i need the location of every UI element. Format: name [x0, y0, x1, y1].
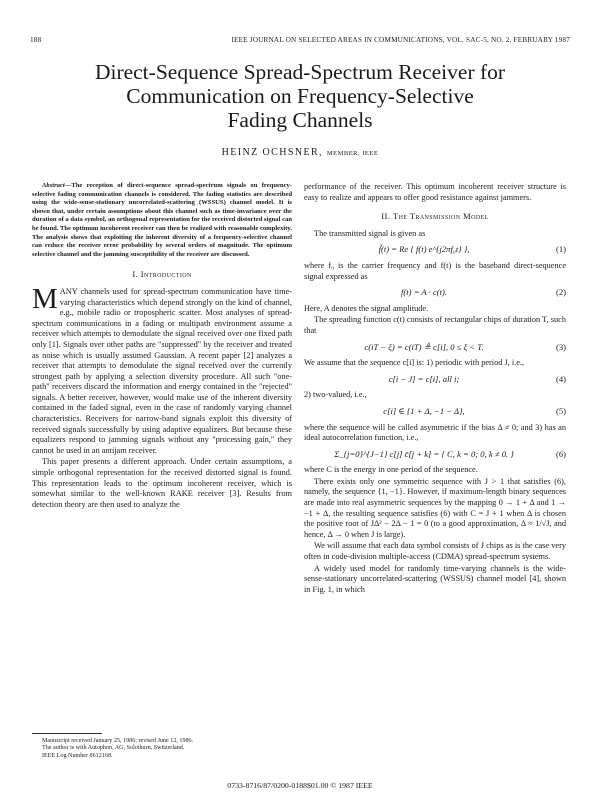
- equation-4: [304, 374, 566, 385]
- right-paragraph-7: where the sequence will be called asymmetric if the bias Δ ≠ 0; and 3) has an ideal autocorrelation function, i.e.,: [304, 422, 566, 443]
- drop-cap: M: [32, 282, 58, 315]
- section-title: Introduction: [140, 269, 192, 280]
- equation-1-body: f̃(t) = Re { f(t) e^{j2πf₀t} },: [378, 244, 470, 255]
- equation-4-body: c[i − J] = c[i], all i;: [388, 373, 460, 384]
- right-paragraph-10: We will assume that each data symbol consists of J chips as is the case very often in code-division multiple-access (CDMA) spread-spectrum systems.: [304, 541, 566, 562]
- footnote-log-number: IEEE Log Number 8612168.: [42, 752, 113, 759]
- right-paragraph-1: The transmitted signal is given as: [314, 228, 426, 238]
- abstract-lead: Abstract: [42, 182, 65, 189]
- equation-3-number: (3): [555, 341, 566, 352]
- equation-2: [304, 287, 566, 298]
- equation-2-body: f(t) = A · c(t).: [400, 287, 448, 298]
- section-title: The Transmission Model: [392, 211, 489, 222]
- footnote-received: Manuscript received January 25, 1986; revised June 12, 1986.: [42, 738, 194, 744]
- abstract-text: —The reception of direct-sequence spread-spectrum signals on frequency-selective fading communication channels is considered. The fading statistics are described using the wide-sense-stationary uncorrelated-scattering (WSSUS) channel model. It is shown that, under certain assumptions about this channel such as time-invariance over the duration of a data symbol, an orthogonal representation for the received distorted signal can be found. The optimum incoherent receiver can then be realized with reasonable complexity. The analysis shows that exploiting the inherent diversity of a frequency-selective channel can reduce the receiver error probability by several orders of magnitude. The optimum selective channel and the jamming susceptibility of the receiver are discussed.: [32, 182, 292, 258]
- right-paragraph-8: where C is the energy in one period of the sequence.: [304, 465, 478, 475]
- right-paragraph-2: where f₀ is the carrier frequency and f(t) is the baseband direct-sequence signal expressed as: [304, 260, 566, 281]
- right-paragraph-6: 2) two-valued, i.e.,: [304, 390, 367, 400]
- footnote: [32, 738, 292, 760]
- intro-paragraph-1-text: ANY channels used for spread-spectrum communication have time-varying characteristics which depend strongly on the kind of channel, e.g., mobile radio or tropospheric scatter. Most analyses of spread-spectrum communications in a fading or multipath environment assume a receiver which attempts to demodulate the signal received over one fixed path only [1]. Signals over other paths are "suppressed" by the receiver and treated as noise which is usually assumed Gaussian. A recent paper [2] analyzes a receiver that attempts to demodulate the signal received over the currently strongest path by applying a selection diversity procedure. All such "one-path" receivers discard the information and energy contained in the "rejected" signals. A better receiver, however, would make use of the inherent diversity contained in the faded signal, even in the case of randomly varying channel characteristics. Receivers for narrow-band signals exploit this diversity of received signals successfully by using adaptive equalizers. But because these equalizers respond to jamming signals without any "processing gain," they cannot be used in an antijam receiver.: [32, 286, 292, 455]
- author-name: HEINZ OCHSNER,: [221, 147, 323, 158]
- right-paragraph-0: performance of the receiver. This optimum incoherent receiver structure is easy to realize and appears to offer good resistance against jammers.: [304, 182, 566, 202]
- paper-title: [60, 60, 540, 132]
- right-paragraph-3: Here, A denotes the signal amplitude.: [304, 303, 429, 313]
- section-heading-transmission-model: [304, 211, 566, 222]
- equation-6-number: (6): [555, 448, 566, 459]
- right-paragraph-4: The spreading function c(t) consists of rectangular chips of duration T, such that: [304, 315, 566, 335]
- page-number: 188: [30, 36, 42, 44]
- footnote-affiliation: The author is with Autophon, AG, Solothurn, Switzerland.: [42, 745, 185, 752]
- right-paragraph-11: A widely used model for randomly time-varying channels is the wide-sense-stationary uncorrelated-scattering (WSSUS) channel model [4], shown in Fig. 1, in which: [304, 563, 566, 594]
- equation-1-number: (1): [555, 244, 566, 255]
- author-grade: MEMBER, IEEE: [326, 150, 379, 157]
- author-line: [0, 147, 600, 158]
- right-paragraph-5: We assume that the sequence c[i] is: 1) periodic with period J, i.e.,: [304, 358, 525, 368]
- abstract: [32, 182, 292, 259]
- section-heading-introduction: [32, 269, 292, 280]
- equation-6-body: Σ_{j=0}^{J−1} c[j] c̄[j + k] = { C, k = 0; 0, k ≠ 0. }: [334, 448, 514, 459]
- footnote-rule: [32, 733, 102, 734]
- equation-3-body: c(iT − ξ) = c(iT) ≜ c[i], 0 ≤ ξ < T.: [364, 341, 484, 352]
- equation-4-number: (4): [555, 373, 566, 384]
- equation-6: [304, 449, 566, 460]
- section-number: I.: [132, 269, 139, 280]
- equation-5-number: (5): [555, 405, 566, 416]
- intro-paragraph-1: [32, 282, 292, 457]
- intro-paragraph-2: This paper presents a different approach. Under certain assumptions, a simple orthogonal representation for the received distorted signal is found. This representation leads to the optimum incoherent receiver, which is somewhat similar to the well-known RAKE receiver [3]. Results from detection theory are then used to analyze the: [32, 457, 292, 509]
- copyright-line: 0733-8716/87/0200-0188$01.00 © 1987 IEEE: [227, 781, 373, 790]
- section-number: II.: [381, 211, 391, 222]
- right-column: [304, 182, 566, 596]
- title-line-1: Direct-Sequence Spread-Spectrum Receiver for: [94, 60, 506, 84]
- right-paragraph-9: There exists only one symmetric sequence with J > 1 that satisfies (6), namely, the sequence {1, −1}. However, if maximum-length binary sequences are made into real asymmetric sequences by the mapping 0 → 1 + Δ and 1 → −1 + Δ, the resulting sequence satisfies (6) with C = J + 1 when Δ is chosen the positive root of JΔ² − 2Δ − 1 = 0 (to a good approximation, Δ ≈ 1/√J, and hence, Δ → 0 when J is large).: [304, 476, 566, 539]
- equation-5: [304, 406, 566, 417]
- title-line-3: Fading Channels: [227, 108, 373, 132]
- left-column: [32, 182, 292, 511]
- journal-citation: IEEE JOURNAL ON SELECTED AREAS IN COMMUNICATIONS, VOL. SAC-5, NO. 2, FEBRUARY 1987: [231, 36, 570, 44]
- running-head: [30, 36, 570, 48]
- equation-3: [304, 342, 566, 353]
- equation-5-body: c[i] ∈ {1 + Δ, −1 − Δ},: [383, 405, 465, 416]
- equation-2-number: (2): [555, 287, 566, 298]
- equation-1: [304, 244, 566, 255]
- title-line-2: Communication on Frequency-Selective: [126, 84, 474, 108]
